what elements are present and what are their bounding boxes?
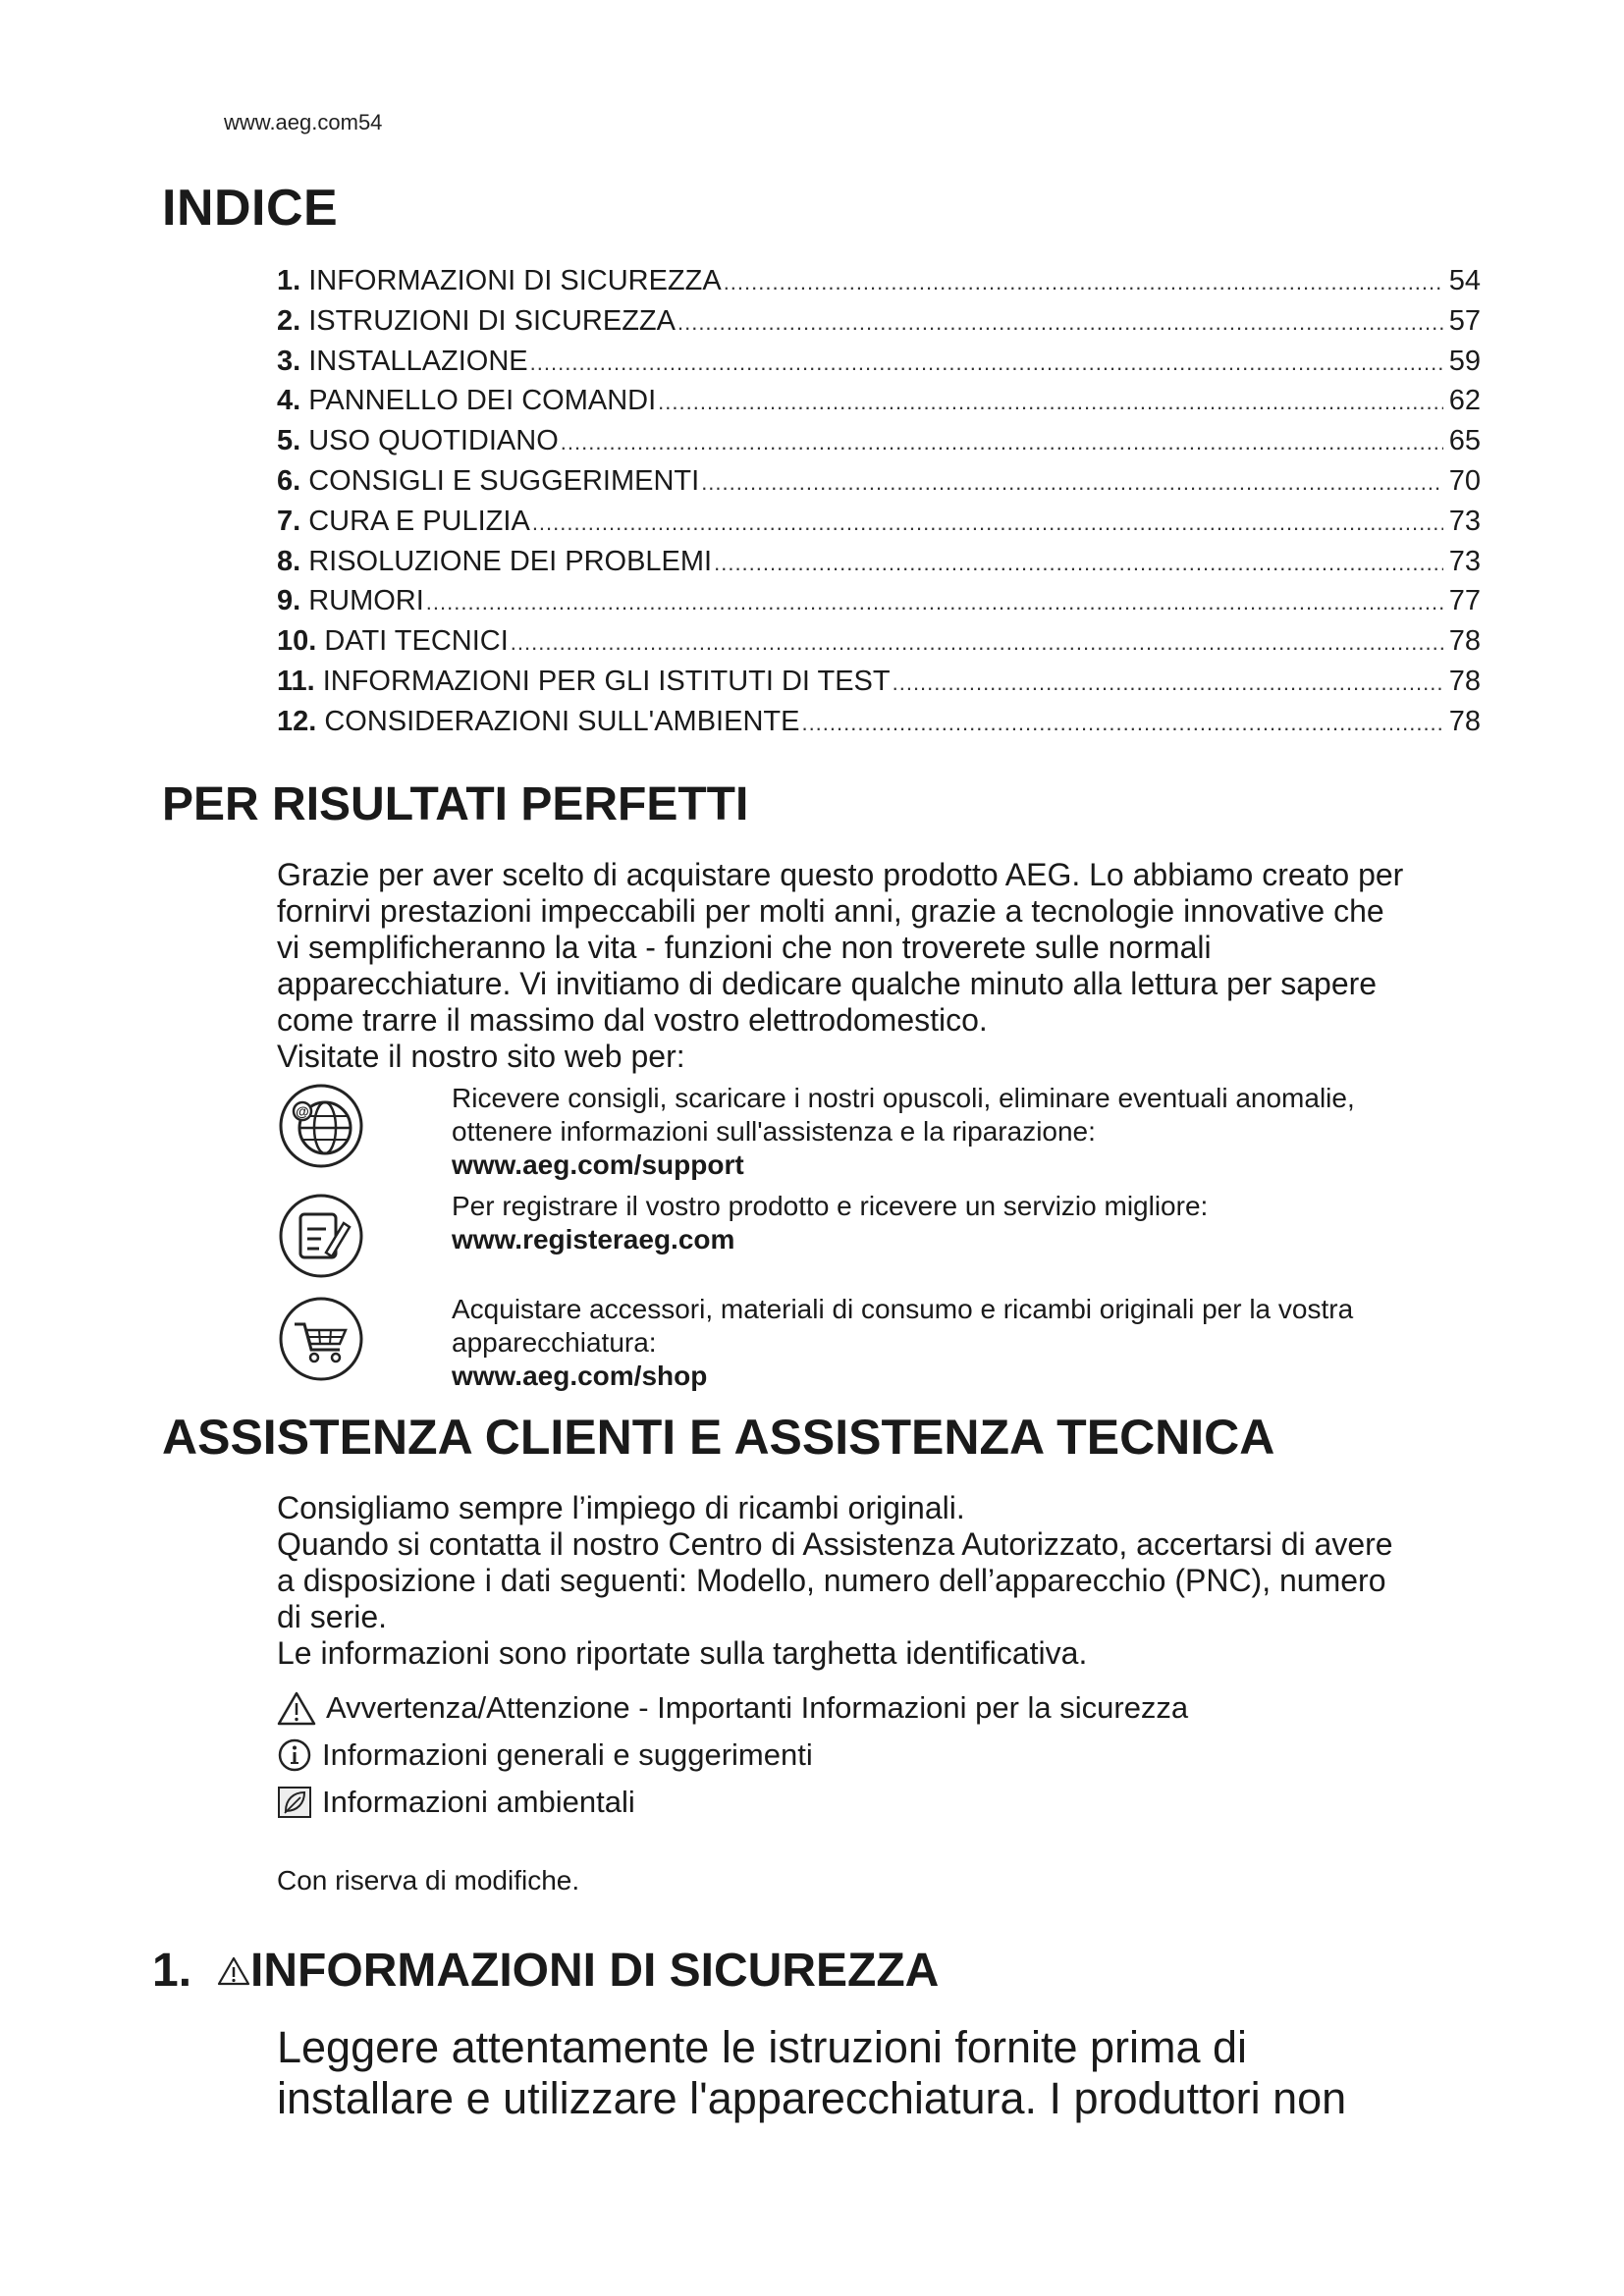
warning-icon (217, 1955, 250, 1987)
toc-item[interactable] (277, 381, 1481, 421)
toc-item-number: 6. (277, 464, 301, 497)
toc-item-page: 73 (1448, 505, 1481, 537)
visit-line: apparecchiatura: (452, 1327, 657, 1358)
toc-item[interactable] (277, 702, 1481, 742)
toc-item-page: 78 (1448, 665, 1481, 697)
visit-line: ottenere informazioni sull'assistenza e la riparazione: (452, 1116, 1096, 1147)
results-line: fornirvi prestazioni impeccabili per molti anni, grazie a tecnologie innovative che (277, 893, 1384, 929)
toc-item-leader (658, 383, 1443, 423)
toc-item[interactable] (277, 461, 1481, 502)
section1-title (152, 1944, 939, 1998)
legend-environment (277, 1783, 635, 1822)
toc-item-number: 10. (277, 625, 317, 658)
toc-item-label: INFORMAZIONI PER GLI ISTITUTI DI TEST (322, 665, 891, 697)
results-line: Grazie per aver scelto di acquistare questo prodotto AEG. Lo abbiamo creato per (277, 857, 1404, 892)
toc-item-page: 54 (1448, 265, 1481, 296)
toc-item-page: 65 (1448, 425, 1481, 457)
toc-item-label: INFORMAZIONI DI SICUREZZA (308, 265, 722, 296)
shopping-cart-icon (277, 1293, 365, 1381)
register-link[interactable]: www.registeraeg.com (452, 1224, 735, 1255)
service-body (277, 1490, 1504, 1672)
toc-item-leader (801, 704, 1443, 744)
support-link[interactable]: www.aeg.com/support (452, 1149, 744, 1180)
section1-body (277, 2022, 1553, 2124)
toc-item-leader (511, 623, 1443, 664)
toc-item-leader (701, 463, 1443, 504)
visit-line: Per registrare il vostro prodotto e ricevere un servizio migliore: (452, 1191, 1209, 1221)
section1-line: Leggere attentamente le istruzioni fornite prima di (277, 2022, 1248, 2072)
visit-line: Acquistare accessori, materiali di consumo e ricambi originali per la vostra (452, 1294, 1354, 1324)
section1-number: 1. (152, 1945, 192, 1997)
toc-item-page: 73 (1448, 545, 1481, 577)
toc-item-label: DATI TECNICI (324, 625, 509, 658)
info-icon (277, 1737, 312, 1773)
visit-shop-text (452, 1293, 1492, 1393)
toc-item-leader (426, 583, 1443, 623)
toc-item[interactable] (277, 261, 1481, 301)
globe-icon (277, 1082, 365, 1170)
toc-item-leader (893, 664, 1443, 704)
toc-item-page: 78 (1448, 705, 1481, 737)
toc-item-leader (561, 423, 1443, 463)
toc-item[interactable] (277, 662, 1481, 702)
legend-environment-text: Informazioni ambientali (322, 1785, 635, 1819)
warning-icon (277, 1690, 316, 1726)
service-line: a disposizione i dati seguenti: Modello, numero dell’apparecchio (PNC), numero (277, 1563, 1386, 1598)
results-line: Visitate il nostro sito web per: (277, 1039, 685, 1074)
toc-item-leader (724, 263, 1443, 303)
toc-item-page: 59 (1448, 345, 1481, 377)
toc-item-number: 8. (277, 545, 301, 577)
toc-item-label: ISTRUZIONI DI SICUREZZA (308, 304, 676, 337)
toc-title: INDICE (162, 180, 339, 237)
toc-item-page: 77 (1448, 585, 1481, 617)
toc-item[interactable] (277, 502, 1481, 542)
toc-item-number: 12. (277, 705, 317, 737)
service-title: ASSISTENZA CLIENTI E ASSISTENZA TECNICA (162, 1410, 1275, 1465)
toc-item[interactable] (277, 621, 1481, 662)
toc-item-label: RUMORI (308, 585, 424, 617)
toc-item-label: CONSIDERAZIONI SULL'AMBIENTE (324, 705, 800, 737)
results-body (277, 857, 1485, 1075)
toc-item-page: 57 (1448, 304, 1481, 337)
results-line: come trarre il massimo dal vostro elettrodomestico. (277, 1002, 988, 1038)
toc-item-leader (530, 344, 1443, 384)
toc-item-number: 7. (277, 505, 301, 537)
leaf-icon (277, 1786, 312, 1819)
toc-item[interactable] (277, 301, 1481, 342)
toc-item[interactable] (277, 542, 1481, 582)
visit-support-text (452, 1082, 1492, 1182)
header-url-page: www.aeg.com54 (224, 110, 383, 134)
shop-link[interactable]: www.aeg.com/shop (452, 1361, 708, 1391)
toc-item-leader (714, 544, 1443, 584)
visit-line: Ricevere consigli, scaricare i nostri opuscoli, eliminare eventuali anomalie, (452, 1083, 1355, 1113)
toc-item-label: USO QUOTIDIANO (308, 425, 559, 457)
toc-item-number: 2. (277, 304, 301, 337)
service-line: di serie. (277, 1599, 388, 1634)
toc-item-number: 5. (277, 425, 301, 457)
legend-warning-text: Avvertenza/Attenzione - Importanti Informazioni per la sicurezza (326, 1690, 1189, 1725)
visit-register-text (452, 1190, 1492, 1256)
service-line: Consigliamo sempre l’impiego di ricambi originali. (277, 1490, 965, 1525)
toc-item-number: 4. (277, 385, 301, 417)
register-icon (277, 1190, 365, 1278)
toc-item-page: 78 (1448, 625, 1481, 658)
toc-item-number: 9. (277, 585, 301, 617)
toc-item-label: PANNELLO DEI COMANDI (308, 385, 657, 417)
results-title: PER RISULTATI PERFETTI (162, 778, 749, 830)
svg-text:@: @ (296, 1103, 309, 1119)
results-line: apparecchiature. Vi invitiamo di dedicare qualche minuto alla lettura per sapere (277, 966, 1378, 1001)
service-line: Quando si contatta il nostro Centro di Assistenza Autorizzato, accertarsi di avere (277, 1526, 1393, 1562)
legend-info (277, 1735, 813, 1775)
legend-info-text: Informazioni generali e suggerimenti (322, 1737, 813, 1772)
toc-item-label: CONSIGLI E SUGGERIMENTI (308, 464, 700, 497)
toc-item-label: CURA E PULIZIA (308, 505, 530, 537)
service-line: Le informazioni sono riportate sulla targhetta identificativa. (277, 1635, 1088, 1671)
reserve-note: Con riserva di modifiche. (277, 1865, 580, 1896)
toc-item-number: 3. (277, 345, 301, 377)
toc-item-label: RISOLUZIONE DEI PROBLEMI (308, 545, 713, 577)
results-line: vi semplificheranno la vita - funzioni che non troverete sulle normali (277, 930, 1212, 965)
toc-item-leader (677, 303, 1443, 344)
toc-item-label: INSTALLAZIONE (308, 345, 528, 377)
toc-item[interactable] (277, 421, 1481, 461)
legend-warning (277, 1688, 1188, 1728)
toc-item-page: 70 (1448, 464, 1481, 497)
toc-item-number: 1. (277, 265, 301, 296)
table-of-contents (277, 261, 1481, 742)
section1-title-text: INFORMAZIONI DI SICUREZZA (250, 1945, 940, 1997)
toc-item[interactable] (277, 342, 1481, 382)
toc-item-page: 62 (1448, 385, 1481, 417)
toc-item[interactable] (277, 581, 1481, 621)
toc-item-leader (532, 504, 1443, 544)
section1-line: installare e utilizzare l'apparecchiatura. I produttori non (277, 2073, 1347, 2123)
toc-item-number: 11. (277, 665, 315, 697)
